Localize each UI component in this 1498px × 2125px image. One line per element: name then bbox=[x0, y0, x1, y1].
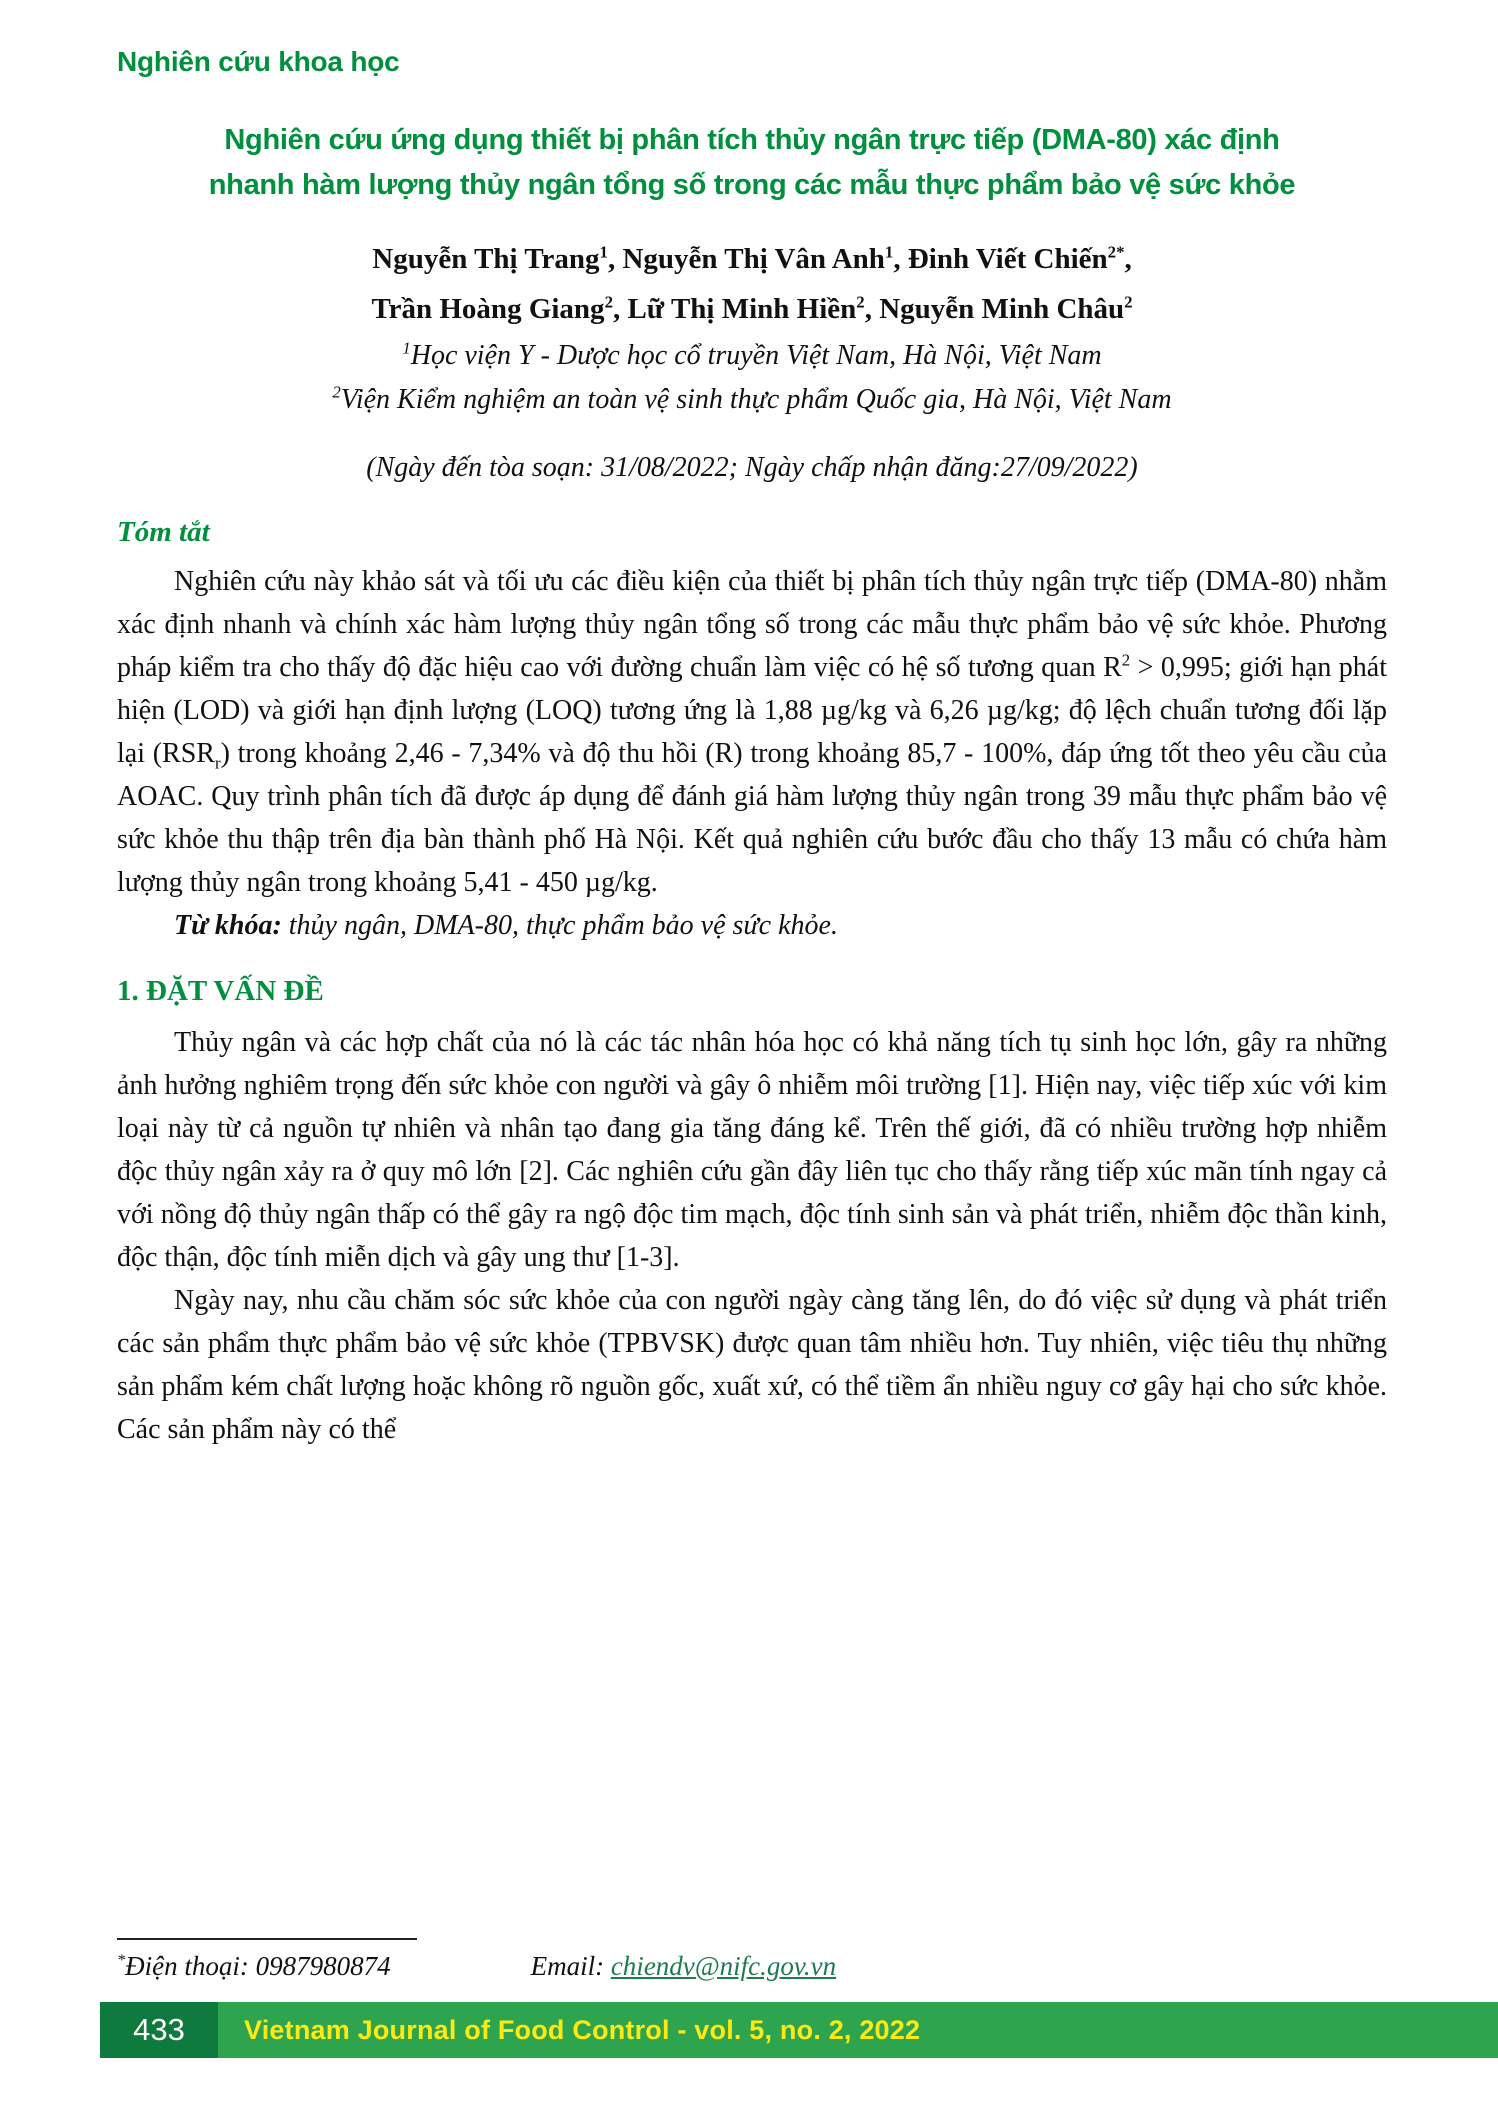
affiliation-1: $^1$Học viện Y - Dược học cổ truyền Việt Nam, Hà Nội, Việt Nam bbox=[402, 338, 1102, 371]
journal-header-label: Nghiên cứu khoa học bbox=[117, 46, 400, 77]
author-affiliation-sup: 2* bbox=[1107, 242, 1125, 262]
affiliation-2: $^2$Viện Kiểm nghiệm an toàn vệ sinh thực phẩm Quốc gia, Hà Nội, Việt Nam bbox=[332, 382, 1172, 415]
keywords-label: Từ khóa: bbox=[174, 910, 282, 941]
authors-line-1 bbox=[117, 234, 1387, 284]
article-title-line-2: nhanh hàm lượng thủy ngân tổng số trong các mẫu thực phẩm bảo vệ sức khỏe bbox=[208, 169, 1296, 201]
footnote-email-label: Email: bbox=[530, 1951, 611, 1981]
subscript: r bbox=[214, 753, 221, 773]
author-name: , bbox=[1124, 243, 1132, 275]
abstract-paragraph: Nghiên cứu này khảo sát và tối ưu các điều kiện của thiết bị phân tích thủy ngân trực tiếp (DMA-80) nhằm xác định nhanh và chính xác hàm lượng thủy ngân tổng số trong các mẫu thực phẩm bảo vệ sức khỏe. Phương pháp kiểm tra cho thấy độ đặc hiệu cao với đường chuẩn làm việc có hệ số tương quan $R^2 > 0,995$; giới hạn phát hiện (LOD) và giới hạn định lượng (LOQ) tương ứng là 1,88 µg/kg và 6,26 µg/kg; độ lệch chuẩn tương đối lặp lại $(RSR_r)$ trong khoảng 2,46 - 7,34% và độ thu hồi (R) trong khoảng 85,7 - 100%, đáp ứng tốt theo yêu cầu của AOAC. Quy trình phân tích đã được áp dụng để đánh giá hàm lượng thủy ngân trong 39 mẫu thực phẩm bảo vệ sức khỏe thu thập trên địa bàn thành phố Hà Nội. Kết quả nghiên cứu bước đầu cho thấy 13 mẫu có chứa hàm lượng thủy ngân trong khoảng 5,41 - 450 µg/kg. bbox=[117, 566, 1387, 898]
submission-date: (Ngày đến tòa soạn: 31/08/2022; Ngày chấp nhận đăng:27/09/2022) bbox=[366, 452, 1138, 483]
paragraph-1: Thủy ngân và các hợp chất của nó là các tác nhân hóa học có khả năng tích tụ sinh học lớn, gây ra những ảnh hưởng nghiêm trọng đến sức khỏe con người và gây ô nhiễm môi trường [1]. Hiện nay, việc tiếp xúc với kim loại này từ cả nguồn tự nhiên và nhân tạo đang gia tăng đáng kể. Trên thế giới, đã có nhiều trường hợp nhiễm độc thủy ngân xảy ra ở quy mô lớn [2]. Các nghiên cứu gần đây liên tục cho thấy rằng tiếp xúc mãn tính ngay cả với nồng độ thủy ngân thấp có thể gây ra ngộ độc tim mạch, độc tính sinh sản và phát triển, nhiễm độc thần kinh, độc thận, độc tính miễn dịch và gây ung thư [1-3]. bbox=[117, 1027, 1387, 1273]
article-title-line-1: Nghiên cứu ứng dụng thiết bị phân tích thủy ngân trực tiếp (DMA-80) xác định bbox=[224, 124, 1280, 156]
author-name: , Đinh Viết Chiến bbox=[893, 243, 1108, 275]
author-name: , Nguyễn Minh Châu bbox=[864, 293, 1125, 325]
author-name: , Lữ Thị Minh Hiền bbox=[612, 293, 857, 325]
section-1-heading: 1. ĐẶT VẤN ĐỀ bbox=[117, 975, 324, 1007]
authors-block bbox=[117, 234, 1387, 334]
footnote-email-link[interactable]: chiendv@nifc.gov.vn bbox=[610, 1951, 837, 1981]
footnote-star: * bbox=[117, 1951, 126, 1969]
keywords-line bbox=[117, 904, 1387, 947]
superscript: 2 bbox=[1121, 650, 1131, 670]
affiliations-block bbox=[117, 334, 1387, 422]
affiliation-sup: 1 bbox=[402, 338, 411, 358]
author-name: Trần Hoàng Giang bbox=[371, 293, 605, 325]
author-affiliation-sup: 2 bbox=[856, 292, 865, 312]
page-content bbox=[117, 46, 1387, 1451]
footnote-divider bbox=[117, 1938, 417, 1940]
footer-bar bbox=[100, 2002, 1498, 2058]
journal-name: Vietnam Journal of Food Control - vol. 5, no. 2, 2022 bbox=[244, 2014, 921, 2045]
author-affiliation-sup: 2 bbox=[604, 292, 613, 312]
article-title bbox=[117, 118, 1387, 208]
abstract-heading: Tóm tắt bbox=[117, 516, 210, 548]
page-number: 433 bbox=[100, 2002, 218, 2058]
authors-line-2 bbox=[117, 284, 1387, 334]
author-affiliation-sup: 2 bbox=[1124, 292, 1133, 312]
author-affiliation-sup: 1 bbox=[884, 242, 894, 262]
author-name: , Nguyễn Thị Vân Anh bbox=[607, 243, 885, 275]
author-affiliation-sup: 1 bbox=[599, 242, 608, 262]
keywords-text: thủy ngân, DMA-80, thực phẩm bảo vệ sức khỏe. bbox=[281, 910, 838, 941]
footnote bbox=[117, 1938, 1387, 1984]
affiliation-sup: 2 bbox=[332, 382, 341, 402]
footnote-phone: *Điện thoại: 0987980874 bbox=[117, 1951, 391, 1981]
paragraph-2: Ngày nay, nhu cầu chăm sóc sức khỏe của con người ngày càng tăng lên, do đó việc sử dụng và phát triển các sản phẩm thực phẩm bảo vệ sức khỏe (TPBVSK) được quan tâm nhiều hơn. Tuy nhiên, việc tiêu thụ những sản phẩm kém chất lượng hoặc không rõ nguồn gốc, xuất xứ, có thể tiềm ẩn nhiều nguy cơ gây hại cho sức khỏe. Các sản phẩm này có thể bbox=[117, 1285, 1387, 1445]
footnote-email bbox=[531, 1951, 837, 1981]
author-name: Nguyễn Thị Trang bbox=[372, 243, 600, 275]
